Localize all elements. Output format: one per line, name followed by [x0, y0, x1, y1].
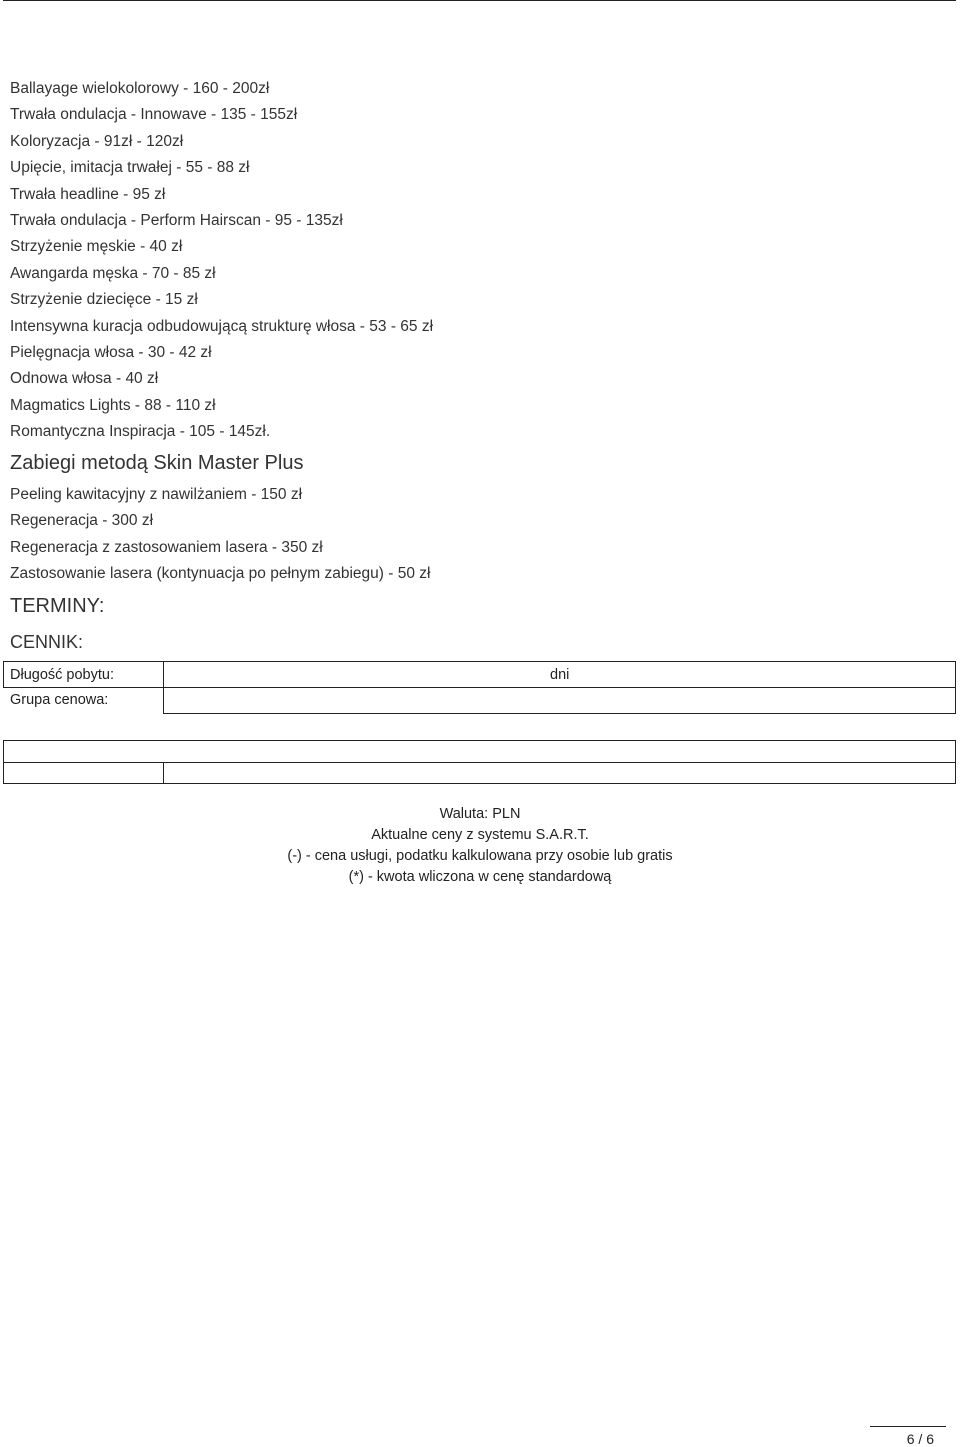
- service-item: Trwała headline - 95 zł: [10, 185, 166, 203]
- service-item: Strzyżenie męskie - 40 zł: [10, 238, 183, 256]
- skin-treatment-item: Regeneracja z zastosowaniem lasera - 350 zł: [10, 538, 323, 556]
- table-cell-empty: [3, 762, 164, 784]
- service-item: Ballayage wielokolorowy - 160 - 200zł: [10, 80, 270, 97]
- table-cell-empty: [163, 762, 956, 784]
- currency-note: Waluta: PLN: [439, 806, 521, 822]
- services-price-list: [10, 76, 433, 445]
- price-group-cell[interactable]: [163, 687, 956, 714]
- price-footer: [0, 804, 960, 888]
- table-row-empty: [3, 740, 956, 763]
- stay-unit: dni: [550, 667, 570, 683]
- service-item: Magmatics Lights - 88 - 110 zł: [10, 396, 216, 414]
- skin-treatment-item: Regeneracja - 300 zł: [10, 512, 154, 530]
- service-item: Intensywna kuracja odbudowującą strukturę włosa - 53 - 65 zł: [10, 317, 434, 335]
- service-item: Odnowa włosa - 40 zł: [10, 370, 159, 388]
- service-item: Strzyżenie dziecięce - 15 zł: [10, 291, 198, 309]
- price-group-label: Grupa cenowa:: [10, 692, 109, 708]
- skin-treatment-item: Peeling kawitacyjny z nawilżaniem - 150 zł: [10, 486, 303, 503]
- service-item: Trwała ondulacja - Perform Hairscan - 95 - 135zł: [10, 211, 343, 229]
- top-divider: [3, 0, 956, 1]
- source-note: Aktualne ceny z systemu S.A.R.T.: [371, 827, 589, 843]
- service-item: Romantyczna Inspiracja - 105 - 145zł.: [10, 423, 271, 441]
- skin-treatment-item: Zastosowanie lasera (kontynuacja po pełnym zabiegu) - 50 zł: [10, 565, 431, 583]
- price-table: [3, 661, 956, 783]
- cennik-heading: CENNIK:: [10, 632, 84, 652]
- service-item: Awangarda męska - 70 - 85 zł: [10, 264, 216, 282]
- service-item: Pielęgnacja włosa - 30 - 42 zł: [10, 343, 212, 361]
- minus-legend-note: (-) - cena usługi, podatku kalkulowana przy osobie lub gratis: [287, 848, 673, 864]
- service-item: Trwała ondulacja - Innowave - 135 - 155zł: [10, 106, 298, 124]
- star-legend-note: (*) - kwota wliczona w cenę standardową: [348, 869, 612, 885]
- skin-master-heading: Zabiegi metodą Skin Master Plus: [10, 452, 304, 474]
- page-number: 6 / 6: [906, 1431, 934, 1447]
- stay-length-cell[interactable]: [163, 661, 956, 688]
- page-footer-divider: [870, 1426, 946, 1427]
- stay-length-label: Długość pobytu:: [3, 661, 164, 688]
- service-item: Koloryzacja - 91zł - 120zł: [10, 132, 184, 150]
- skin-master-price-list: [10, 482, 430, 588]
- terminy-heading: TERMINY:: [10, 595, 105, 617]
- service-item: Upięcie, imitacja trwałej - 55 - 88 zł: [10, 159, 250, 177]
